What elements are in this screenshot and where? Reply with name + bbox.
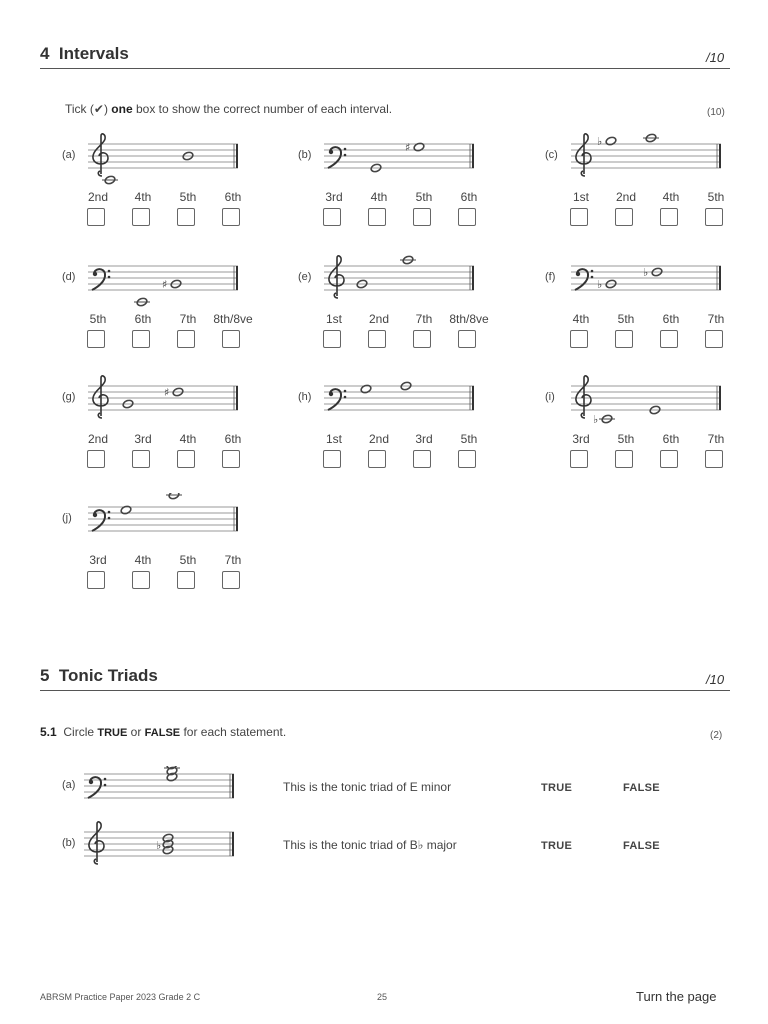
tick-box[interactable] xyxy=(705,330,723,348)
tick-box[interactable] xyxy=(458,330,476,348)
triad-b-true[interactable]: TRUE xyxy=(541,840,573,852)
note-1 xyxy=(593,413,615,426)
svg-text:♭: ♭ xyxy=(597,278,603,291)
tick-box[interactable] xyxy=(660,208,678,226)
tick-box[interactable] xyxy=(132,571,150,589)
option-label: 4th xyxy=(370,190,388,204)
option-label: 2nd xyxy=(87,432,109,446)
treble-clef-icon xyxy=(576,376,591,418)
section-5-score: /10 xyxy=(706,672,725,687)
question-b-staff xyxy=(320,130,485,190)
note-2 xyxy=(400,255,416,265)
question-f-label: (f) xyxy=(545,271,556,283)
tick-box[interactable] xyxy=(132,208,150,226)
option-label: 5th xyxy=(179,190,197,204)
tick-box[interactable] xyxy=(615,330,633,348)
option-label: 5th xyxy=(89,312,107,326)
option-label: 3rd xyxy=(89,553,107,567)
treble-clef-icon xyxy=(93,376,108,418)
tick-box[interactable] xyxy=(87,330,105,348)
triad-b-label: (b) xyxy=(62,837,76,849)
tick-box[interactable] xyxy=(368,208,386,226)
question-f-staff xyxy=(567,252,732,312)
tick-box[interactable] xyxy=(368,450,386,468)
question-c-staff xyxy=(567,130,732,190)
tick-box[interactable] xyxy=(132,450,150,468)
tick-box[interactable] xyxy=(177,208,195,226)
section-divider xyxy=(40,690,730,691)
option-label: 7th xyxy=(179,312,197,326)
section-5-heading: 5 Tonic Triads xyxy=(40,666,158,685)
option-label: 6th xyxy=(224,190,242,204)
tick-box[interactable] xyxy=(368,330,386,348)
triad-a-statement: This is the tonic triad of E minor xyxy=(283,780,452,794)
tick-box[interactable] xyxy=(177,571,195,589)
option-label: 6th xyxy=(134,312,152,326)
option-label: 5th xyxy=(179,553,197,567)
question-j-staff xyxy=(84,493,249,553)
footer-turn-the-page: Turn the page xyxy=(636,989,717,1004)
treble-clef-icon xyxy=(329,256,344,298)
tick-box[interactable] xyxy=(323,208,341,226)
tick-box[interactable] xyxy=(570,208,588,226)
option-label: 5th xyxy=(617,312,635,326)
question-d-label: (d) xyxy=(62,271,76,283)
tick-box[interactable] xyxy=(222,450,240,468)
svg-text:♯: ♯ xyxy=(162,278,168,291)
option-label: 7th xyxy=(224,553,242,567)
note-1 xyxy=(360,384,372,394)
option-label: 7th xyxy=(707,312,725,326)
option-label: 7th xyxy=(707,432,725,446)
option-label: 4th xyxy=(662,190,680,204)
tick-box[interactable] xyxy=(413,208,431,226)
option-label: 8th/8ve xyxy=(449,312,489,326)
note-2 xyxy=(164,386,184,399)
tick-box[interactable] xyxy=(87,571,105,589)
section-4-instruction: Tick (✔) one box to show the correct number of each interval. xyxy=(65,102,393,116)
svg-text:♭: ♭ xyxy=(597,135,603,148)
triad-b-false[interactable]: FALSE xyxy=(623,840,660,852)
note-2 xyxy=(643,266,663,279)
question-e-label: (e) xyxy=(298,271,312,283)
option-label: 5th xyxy=(617,432,635,446)
question-d-staff xyxy=(84,252,249,312)
option-label: 5th xyxy=(460,432,478,446)
svg-text:♭: ♭ xyxy=(593,413,599,426)
footer-page-number: 25 xyxy=(377,992,388,1002)
tick-box[interactable] xyxy=(87,208,105,226)
note-2 xyxy=(166,493,182,500)
treble-clef-icon xyxy=(89,822,104,864)
note-1 xyxy=(597,135,617,148)
triad-b-staff xyxy=(80,820,245,868)
question-b-label: (b) xyxy=(298,149,312,161)
note-1 xyxy=(597,278,617,291)
option-label: 2nd xyxy=(368,312,390,326)
note-1 xyxy=(120,505,132,515)
question-a-staff xyxy=(84,130,249,190)
tick-box[interactable] xyxy=(570,450,588,468)
option-label: 4th xyxy=(572,312,590,326)
section-divider xyxy=(40,68,730,69)
note-2 xyxy=(643,133,659,143)
option-label: 4th xyxy=(179,432,197,446)
option-label: 8th/8ve xyxy=(213,312,253,326)
question-g-staff xyxy=(84,372,249,432)
question-c-label: (c) xyxy=(545,149,558,161)
tick-box[interactable] xyxy=(615,450,633,468)
tick-box[interactable] xyxy=(705,450,723,468)
tick-box[interactable] xyxy=(570,330,588,348)
option-label: 3rd xyxy=(572,432,590,446)
option-label: 2nd xyxy=(87,190,109,204)
section-4-score: /10 xyxy=(706,50,725,65)
tick-box[interactable] xyxy=(222,208,240,226)
option-label: 3rd xyxy=(325,190,343,204)
section-number: 4 xyxy=(40,44,50,63)
tick-box[interactable] xyxy=(177,330,195,348)
tick-box[interactable] xyxy=(323,450,341,468)
tick-box[interactable] xyxy=(660,450,678,468)
tick-box[interactable] xyxy=(222,330,240,348)
option-label: 2nd xyxy=(368,432,390,446)
question-h-label: (h) xyxy=(298,391,312,403)
option-label: 4th xyxy=(134,190,152,204)
triad-b-statement: This is the tonic triad of B♭ major xyxy=(283,838,457,852)
section-4-heading xyxy=(40,44,129,64)
section-title: Intervals xyxy=(58,44,129,63)
tick-box[interactable] xyxy=(87,450,105,468)
question-j-label: (j) xyxy=(62,512,72,524)
tick-box[interactable] xyxy=(458,208,476,226)
tick-box[interactable] xyxy=(458,450,476,468)
triad-a-staff xyxy=(80,766,245,810)
option-label: 1st xyxy=(325,432,343,446)
tick-icon: ✔ xyxy=(93,102,104,116)
option-label: 6th xyxy=(662,432,680,446)
footer-paper-title: ABRSM Practice Paper 2023 Grade 2 C xyxy=(40,992,201,1002)
tick-box[interactable] xyxy=(413,450,431,468)
option-label: 1st xyxy=(325,312,343,326)
section-5-1-instruction: 5.1 Circle TRUE or FALSE for each statement. xyxy=(40,725,287,739)
option-label: 6th xyxy=(662,312,680,326)
section-4-marks: (10) xyxy=(707,107,725,118)
option-label: 1st xyxy=(572,190,590,204)
question-i-label: (i) xyxy=(545,391,555,403)
tick-box[interactable] xyxy=(177,450,195,468)
question-a-label: (a) xyxy=(62,149,76,161)
treble-clef-icon xyxy=(576,134,591,176)
svg-text:♯: ♯ xyxy=(405,141,411,154)
treble-clef-icon xyxy=(93,134,108,176)
question-e-staff xyxy=(320,252,485,312)
tick-box[interactable] xyxy=(323,330,341,348)
triad-a-false[interactable]: FALSE xyxy=(623,782,660,794)
question-h-staff xyxy=(320,372,485,432)
note-1 xyxy=(134,297,150,307)
note-1 xyxy=(102,175,118,185)
triad-a-label: (a) xyxy=(62,779,76,791)
svg-text:♭: ♭ xyxy=(156,839,162,852)
option-label: 3rd xyxy=(415,432,433,446)
note-2 xyxy=(162,278,182,291)
svg-text:♯: ♯ xyxy=(164,386,170,399)
option-label: 6th xyxy=(224,432,242,446)
option-label: 7th xyxy=(415,312,433,326)
option-label: 4th xyxy=(134,553,152,567)
option-label: 3rd xyxy=(134,432,152,446)
question-i-staff xyxy=(567,372,732,432)
svg-text:♭: ♭ xyxy=(643,266,649,279)
tick-box[interactable] xyxy=(222,571,240,589)
tick-box[interactable] xyxy=(660,330,678,348)
tick-box[interactable] xyxy=(413,330,431,348)
tick-box[interactable] xyxy=(615,208,633,226)
tick-box[interactable] xyxy=(132,330,150,348)
section-5-marks: (2) xyxy=(710,730,723,741)
tick-box[interactable] xyxy=(705,208,723,226)
note-2 xyxy=(405,141,425,154)
option-label: 5th xyxy=(707,190,725,204)
triad-a-true[interactable]: TRUE xyxy=(541,782,573,794)
option-label: 6th xyxy=(460,190,478,204)
question-g-label: (g) xyxy=(62,391,76,403)
option-label: 5th xyxy=(415,190,433,204)
option-label: 2nd xyxy=(615,190,637,204)
